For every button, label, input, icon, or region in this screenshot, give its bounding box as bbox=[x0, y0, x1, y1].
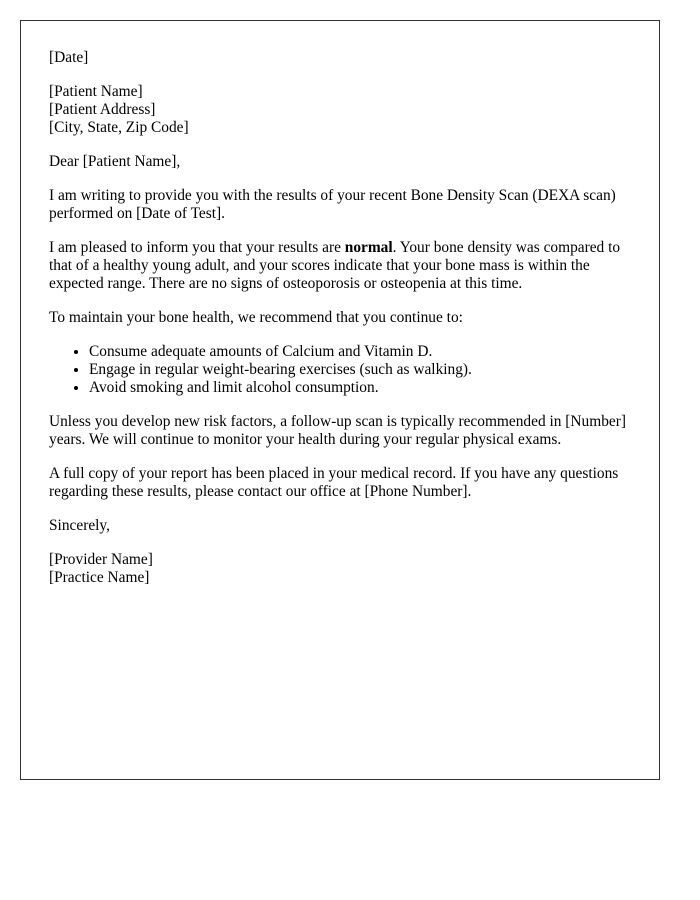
recommend-intro: To maintain your bone health, we recommend that you continue to: bbox=[49, 309, 463, 326]
signature-block bbox=[49, 551, 631, 587]
closing: Sincerely, bbox=[49, 517, 110, 534]
results-paragraph bbox=[49, 239, 631, 293]
patient-city-state-zip: [City, State, Zip Code] bbox=[49, 119, 189, 136]
recipient-address-block bbox=[49, 83, 631, 137]
list-item: • Consume adequate amounts of Calcium and Vitamin D. bbox=[89, 343, 631, 361]
patient-address: [Patient Address] bbox=[49, 101, 156, 118]
results-suffix: . Your bone density was compared to that of a healthy young adult, and your scores indicate that your bone mass is within the expected range. There are no signs of osteoporosis or osteopenia at this time. bbox=[49, 239, 621, 292]
date-text: [Date] bbox=[49, 49, 89, 66]
intro-paragraph: I am writing to provide you with the results of your recent Bone Density Scan (DEXA scan) performed on [Date of Test]. bbox=[49, 187, 616, 222]
provider-name: [Provider Name] bbox=[49, 551, 153, 568]
practice-name: [Practice Name] bbox=[49, 569, 150, 586]
salutation: Dear [Patient Name], bbox=[49, 153, 181, 170]
results-prefix: I am pleased to inform you that your results are bbox=[49, 239, 345, 256]
follow-up-paragraph: Unless you develop new risk factors, a follow-up scan is typically recommended in [Number] years. We will continue to monitor your health during your regular physical exams. bbox=[49, 413, 626, 448]
results-emphasis: normal bbox=[344, 239, 393, 256]
list-item: • Avoid smoking and limit alcohol consumption. bbox=[89, 379, 631, 397]
contact-paragraph: A full copy of your report has been placed in your medical record. If you have any questions regarding these results, please contact our office at [Phone Number]. bbox=[49, 465, 619, 500]
list-item: • Engage in regular weight-bearing exercises (such as walking). bbox=[89, 361, 631, 379]
patient-name: [Patient Name] bbox=[49, 83, 143, 100]
recommendations-list bbox=[49, 343, 631, 397]
letter-date bbox=[49, 49, 631, 67]
letter-page bbox=[20, 20, 660, 780]
